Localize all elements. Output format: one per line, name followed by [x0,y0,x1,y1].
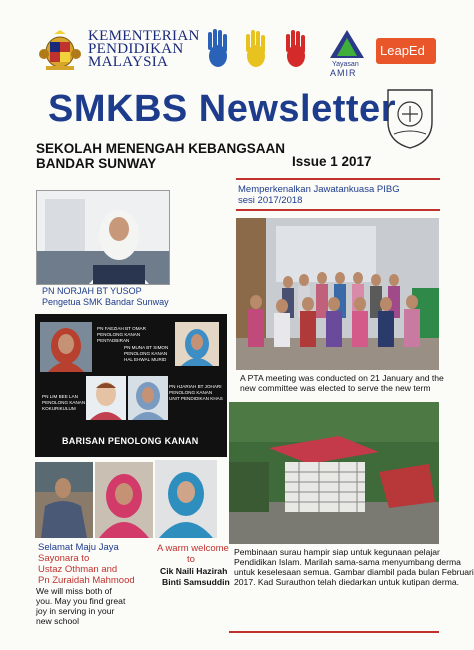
ministry-name [88,30,200,69]
penolong-4-name: PN HJARIAH BT JOHARI [169,384,222,389]
farewell-body-3: joy in serving in your [36,606,115,616]
farewell-body-1: We will miss both of [36,586,112,596]
penolong-1-photo [40,322,92,372]
surau-text-line-3: untuk keselesaan semua. Gambar diambil pada bulan Februari [234,567,474,577]
penolong-4-unit: UNIT PENDIDIKAN KHAS [169,396,223,401]
school-line-1: SEKOLAH MENENGAH KEBANGSAAN [36,141,286,156]
farewell-line-4: Pn Zuraidah Mahmood [38,575,135,586]
farewell-photo-2 [95,462,153,538]
penolong-2-title: PENOLONG KANAN [124,351,168,356]
pta-group-photo [236,218,439,370]
newsletter-title: SMKBS Newsletter [48,88,396,130]
penolong-2-name: PN MUNA BT SIMON [124,345,169,350]
penolong-1-title: PENOLONG KANAN [97,332,141,337]
pibg-bottom-rule [236,209,440,211]
pibg-heading-line-1: Memperkenalkan Jawatankuasa PIBG [238,184,400,195]
welcome-line-1: A warm welcome [157,543,229,554]
surau-text-line-4: 2017. Kad Surauthon telah diedarkan untuk kutipan derma. [234,577,460,587]
pibg-top-rule [236,178,440,180]
ministry-line-2: PENDIDIKAN [88,41,184,57]
ministry-crest-logo [38,30,82,72]
surau-text-line-2: Pendidikan Islam. Marilah sama-sama menyumbang derma [234,557,461,567]
pta-caption-line-1: A PTA meeting was conducted on 21 January and the [240,373,444,383]
issue-number: Issue 1 2017 [292,154,372,169]
welcome-line-4: Binti Samsuddin [162,577,230,587]
leaped-label: LeapEd [380,43,425,58]
farewell-body-4: new school [36,616,79,626]
school-name [36,141,285,171]
school-line-2: BANDAR SUNWAY [36,156,157,171]
pibg-heading-line-2: sesi 2017/2018 [238,195,303,206]
welcome-photo [155,460,217,538]
penolong-3-unit: KOKURIKULUM [42,406,76,411]
principal-role: Pengetua SMK Bandar Sunway [42,297,169,307]
ministry-line-1: KEMENTERIAN [88,28,200,44]
yayasan-amir-logo [326,28,368,78]
principal-name: PN NORJAH BT YUSOP [42,286,142,296]
surau-construction-photo [229,402,439,544]
penolong-4-photo [128,376,168,420]
penolong-4-title: PENOLONG KANAN [169,390,213,395]
penolong-kanan-banner: BARISAN PENOLONG KANAN [62,436,199,446]
penolong-1-unit: PENTADBIRAN [97,338,130,343]
farewell-line-2: Sayonara to [38,553,90,564]
farewell-line-1: Selamat Maju Jaya [38,542,119,553]
penolong-3-name: PN LIM BEE LAN [42,394,78,399]
penolong-3-title: PENOLONG KANAN [42,400,86,405]
farewell-body-2: you. May you find great [36,596,126,606]
principal-photo [36,190,170,285]
farewell-line-3: Ustaz Othman and [38,564,118,575]
pta-caption-line-2: new committee was elected to serve the new term [240,383,431,393]
amir-label: AMIR [330,68,357,78]
farewell-photo-1 [35,462,93,538]
welcome-line-3: Cik Naili Hazirah [160,566,228,576]
school-crest-logo [382,84,438,150]
welcome-line-2: to [187,554,195,565]
penolong-2-unit: HAL EHWAL MURID [124,357,167,362]
footer-rule [229,631,439,633]
penolong-2-photo [175,322,219,366]
ministry-line-3: MALAYSIA [88,54,169,70]
penolong-3-photo [86,376,126,420]
penolong-1-name: PN FAEZIAH BT OMAR [97,326,146,331]
leaped-logo [376,38,436,64]
surau-text-line-1: Pembinaan surau hampir siap untuk kegunaan pelajar [234,547,440,557]
handprints-logo [200,26,320,74]
yayasan-label: Yayasan [332,61,359,68]
